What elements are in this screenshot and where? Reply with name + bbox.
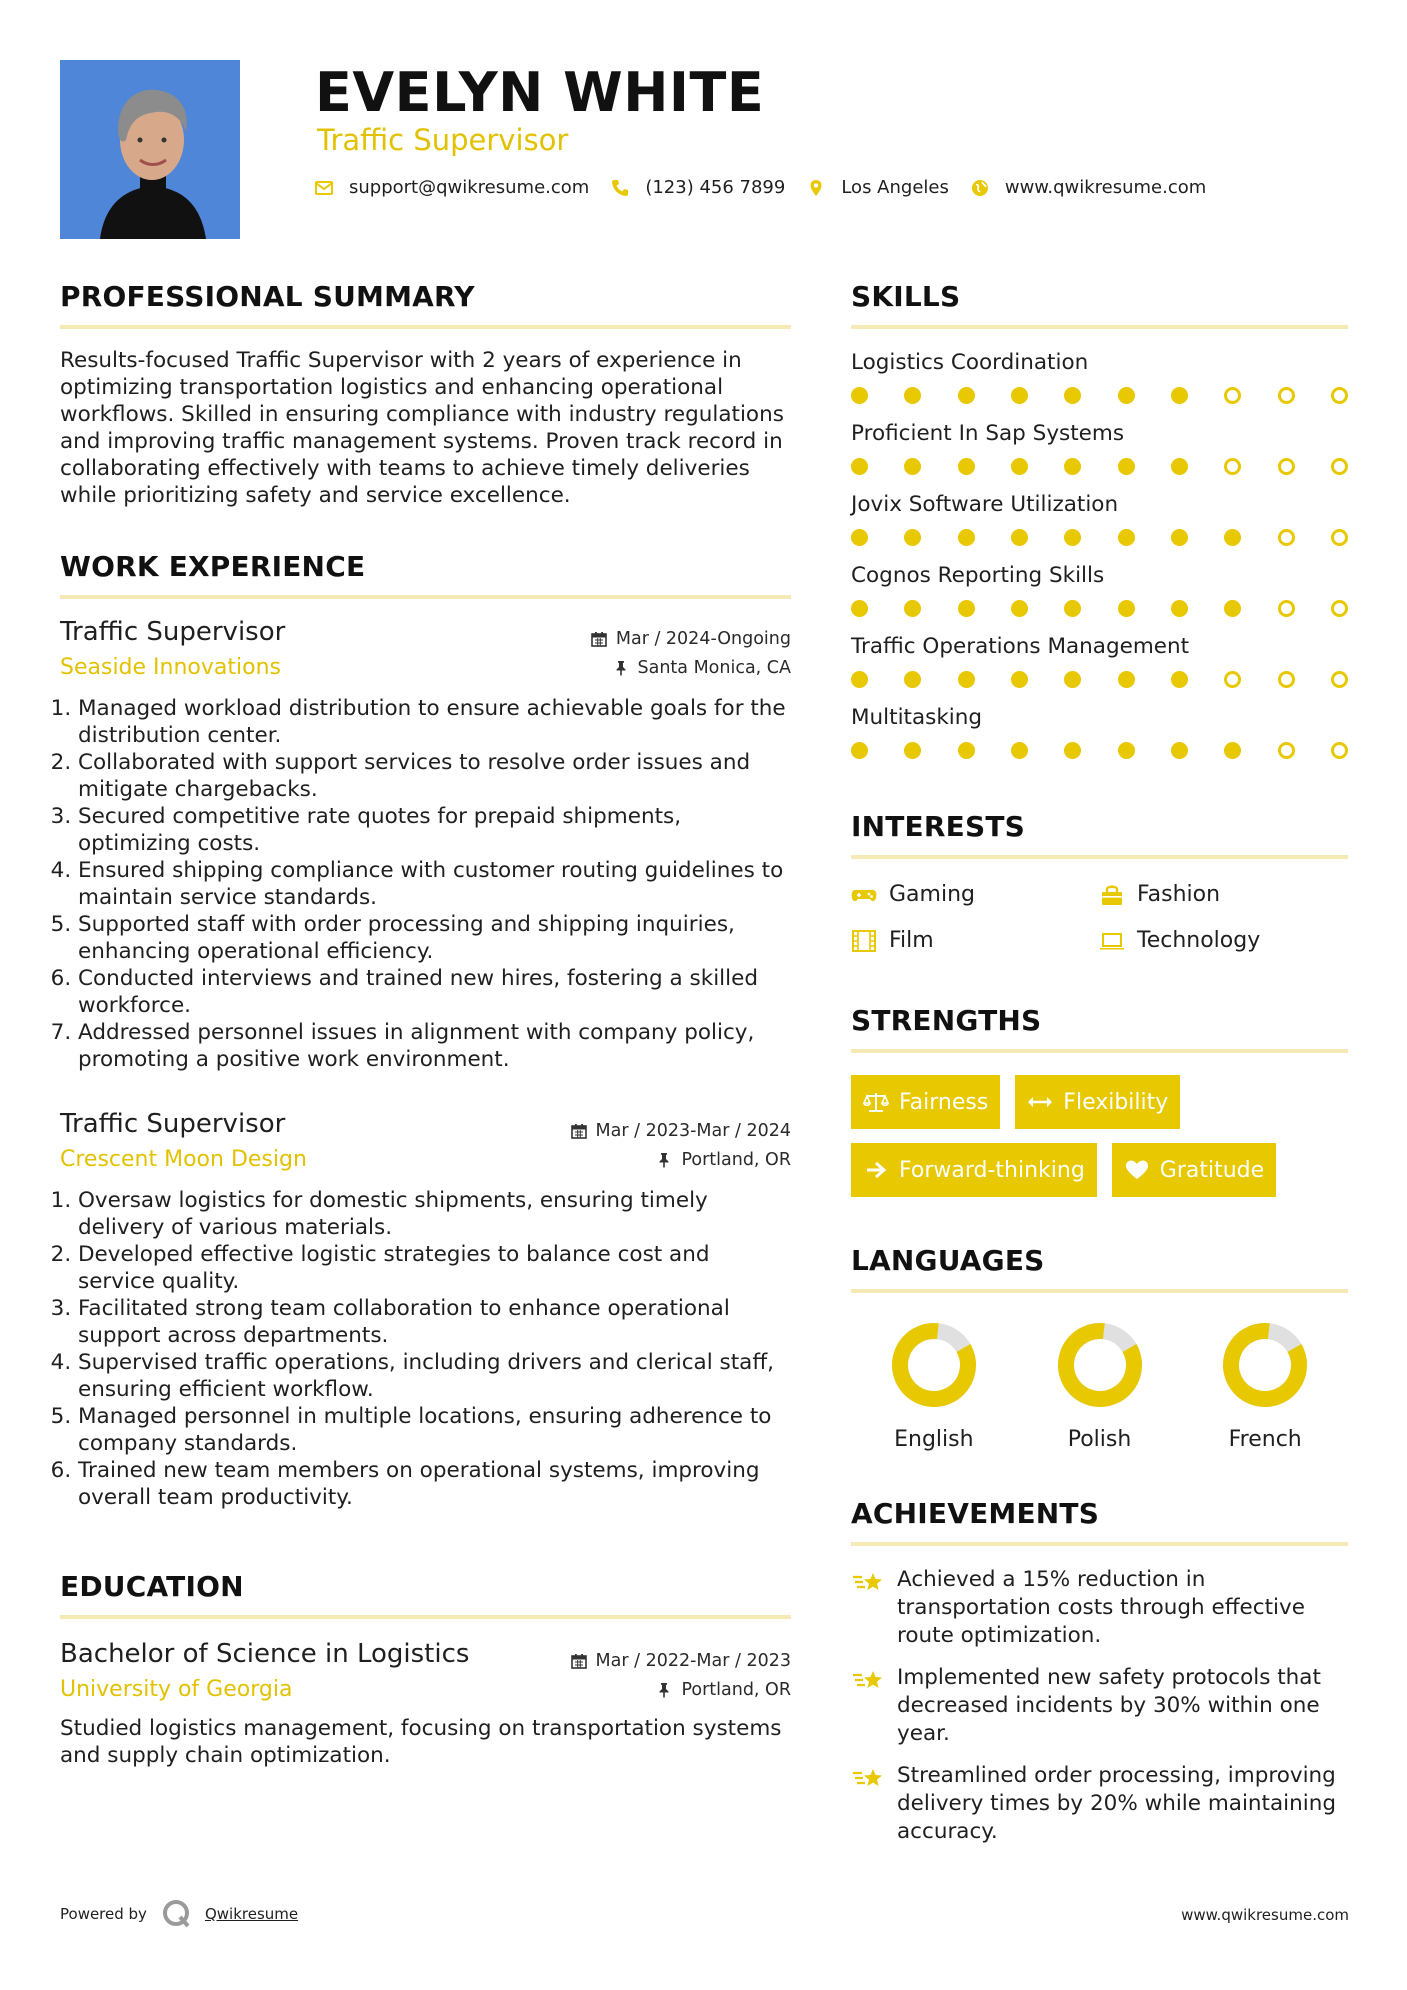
achievement-text: Achieved a 15% reduction in transportation costs through effective route optimization. <box>897 1567 1305 1648</box>
map-pin-icon <box>807 179 825 197</box>
job-location <box>656 1150 791 1170</box>
skills-section <box>851 277 1348 759</box>
strength-chip <box>1112 1143 1276 1197</box>
rating-dot-filled <box>904 742 921 759</box>
rating-dot-empty <box>1224 458 1241 475</box>
rating-dot-filled <box>1171 600 1188 617</box>
education-location-text: Portland, OR <box>681 1680 791 1700</box>
rating-dot-filled <box>1224 742 1241 759</box>
rating-dot-filled <box>1118 742 1135 759</box>
candidate-role: Traffic Supervisor <box>317 123 569 157</box>
interests-section <box>851 807 1348 957</box>
language-item <box>1182 1321 1348 1452</box>
job-bullet: 7. Addressed personnel issues in alignment with company policy, promoting a positive work environment. <box>78 1019 791 1073</box>
rating-dot-filled <box>1171 387 1188 404</box>
language-proficiency-ring <box>890 1321 978 1409</box>
language-item <box>1017 1321 1183 1452</box>
rating-dot-filled <box>1171 742 1188 759</box>
phone-icon <box>611 179 629 197</box>
section-divider <box>851 1049 1348 1053</box>
skill-rating <box>851 458 1348 475</box>
contact-email-text: support@qwikresume.com <box>349 177 590 198</box>
interest-label: Film <box>889 928 934 953</box>
laptop-icon <box>1099 930 1125 952</box>
contact-website-text: www.qwikresume.com <box>1004 177 1207 198</box>
rating-dot-filled <box>1011 600 1028 617</box>
rating-dot-filled <box>1011 529 1028 546</box>
school-name: University of Georgia <box>60 1677 293 1702</box>
rating-dot-empty <box>1224 387 1241 404</box>
interest-label: Fashion <box>1137 882 1221 907</box>
languages-section <box>851 1241 1348 1452</box>
strength-label: Flexibility <box>1063 1089 1169 1115</box>
achievement-item <box>851 1762 1348 1846</box>
rating-dot-filled <box>958 458 975 475</box>
job-bullet: 2. Developed effective logistic strategies to balance cost and service quality. <box>78 1241 791 1295</box>
education-date-text: Mar / 2022-Mar / 2023 <box>595 1651 791 1671</box>
right-column <box>851 277 1348 1860</box>
rating-dot-filled <box>1224 600 1241 617</box>
rating-dot-filled <box>1064 600 1081 617</box>
language-item <box>851 1321 1017 1452</box>
skill-item <box>851 420 1348 475</box>
education-location <box>656 1680 791 1700</box>
strength-label: Gratitude <box>1159 1157 1265 1183</box>
rating-dot-filled <box>958 671 975 688</box>
strength-chip <box>851 1143 1097 1197</box>
rating-dot-filled <box>1011 671 1028 688</box>
rating-dot-filled <box>1011 458 1028 475</box>
job-bullet: 6. Conducted interviews and trained new hires, fostering a skilled workforce. <box>78 965 791 1019</box>
rating-dot-empty <box>1331 458 1348 475</box>
rating-dot-filled <box>958 742 975 759</box>
shooting-star-icon <box>851 1764 885 1794</box>
skill-rating <box>851 742 1348 759</box>
rating-dot-filled <box>1118 529 1135 546</box>
job-bullet: 1. Managed workload distribution to ensure achievable goals for the distribution center. <box>78 695 791 749</box>
language-name: English <box>894 1427 974 1452</box>
pushpin-icon <box>613 660 629 676</box>
section-divider <box>851 855 1348 859</box>
rating-dot-filled <box>851 529 868 546</box>
rating-dot-filled <box>1224 529 1241 546</box>
rating-dot-filled <box>1064 742 1081 759</box>
skill-item <box>851 704 1348 759</box>
job-date <box>571 1121 791 1141</box>
section-divider <box>60 595 791 599</box>
rating-dot-empty <box>1278 742 1295 759</box>
rating-dot-filled <box>1064 458 1081 475</box>
job-location-text: Portland, OR <box>681 1150 791 1170</box>
job-bullet: 3. Facilitated strong team collaboration to enhance operational support across departments. <box>78 1295 791 1349</box>
rating-dot-empty <box>1278 529 1295 546</box>
strengths-title: STRENGTHS <box>851 1004 1042 1037</box>
pushpin-icon <box>656 1682 672 1698</box>
skill-rating <box>851 529 1348 546</box>
skill-name: Multitasking <box>851 705 983 730</box>
contact-phone[interactable] <box>611 177 785 198</box>
arrows-h-icon <box>1027 1091 1053 1113</box>
calendar-icon <box>571 1653 587 1669</box>
rating-dot-filled <box>904 458 921 475</box>
section-divider <box>851 1289 1348 1293</box>
summary-title: PROFESSIONAL SUMMARY <box>60 280 475 313</box>
interest-label: Technology <box>1137 928 1261 953</box>
contact-website[interactable] <box>971 177 1206 198</box>
strengths-section <box>851 1001 1348 1211</box>
job-bullet: 2. Collaborated with support services to resolve order issues and mitigate chargebacks. <box>78 749 791 803</box>
contact-bar <box>315 177 1228 198</box>
achievement-text: Streamlined order processing, improving delivery times by 20% while maintaining accuracy. <box>897 1763 1336 1844</box>
heart-icon <box>1124 1159 1150 1181</box>
interests-title: INTERESTS <box>851 810 1025 843</box>
envelope-icon <box>315 179 333 197</box>
contact-location <box>807 177 949 198</box>
ring-fill <box>1221 1321 1309 1409</box>
rating-dot-empty <box>1331 529 1348 546</box>
job-bullet: 4. Supervised traffic operations, including drivers and clerical staff, ensuring efficient workflow. <box>78 1349 791 1403</box>
rating-dot-filled <box>1171 529 1188 546</box>
section-divider <box>851 1542 1348 1546</box>
footer-powered-by <box>60 1898 298 1930</box>
rating-dot-empty <box>1224 671 1241 688</box>
skill-item <box>851 633 1348 688</box>
skill-name: Traffic Operations Management <box>851 634 1190 659</box>
job-bullets <box>60 695 791 1073</box>
skill-name: Cognos Reporting Skills <box>851 563 1105 588</box>
shooting-star-icon <box>851 1666 885 1696</box>
skill-rating <box>851 387 1348 404</box>
skills-title: SKILLS <box>851 280 961 313</box>
rating-dot-empty <box>1278 458 1295 475</box>
rating-dot-filled <box>1118 600 1135 617</box>
skill-name: Jovix Software Utilization <box>851 492 1119 517</box>
rating-dot-filled <box>1064 387 1081 404</box>
rating-dot-filled <box>1064 529 1081 546</box>
strength-label: Forward-thinking <box>899 1157 1085 1183</box>
rating-dot-filled <box>904 529 921 546</box>
education-date <box>571 1651 791 1671</box>
rating-dot-empty <box>1331 671 1348 688</box>
rating-dot-empty <box>1278 387 1295 404</box>
rating-dot-filled <box>1171 671 1188 688</box>
job-location <box>613 658 792 678</box>
job-bullets <box>60 1187 791 1511</box>
profile-photo <box>60 60 240 239</box>
skill-item <box>851 562 1348 617</box>
rating-dot-filled <box>1118 387 1135 404</box>
job-bullet: 1. Oversaw logistics for domestic shipments, ensuring timely delivery of various materials. <box>78 1187 791 1241</box>
contact-location-text: Los Angeles <box>841 177 949 198</box>
gamepad-icon <box>851 884 877 906</box>
footer-website[interactable]: www.qwikresume.com <box>1181 1906 1349 1924</box>
job-date-text: Mar / 2023-Mar / 2024 <box>595 1121 791 1141</box>
rating-dot-empty <box>1331 387 1348 404</box>
bag-icon <box>1099 884 1125 906</box>
skill-name: Logistics Coordination <box>851 350 1089 375</box>
language-proficiency-ring <box>1221 1321 1309 1409</box>
rating-dot-filled <box>1011 387 1028 404</box>
rating-dot-filled <box>904 600 921 617</box>
interest-label: Gaming <box>889 882 975 907</box>
job-date <box>591 629 791 649</box>
summary-text: Results-focused Traffic Supervisor with 2 years of experience in optimizing transportation logistics and enhancing operational workflows. Skilled in ensuring compliance with industry regulations and improving traffic management systems. Proven track record in collaborating effectively with teams to achieve timely deliveries while prioritizing safety and service excellence. <box>60 348 784 508</box>
interest-item <box>851 879 1099 911</box>
experience-section <box>60 547 791 1511</box>
contact-phone-text: (123) 456 7899 <box>645 177 786 198</box>
rating-dot-filled <box>958 387 975 404</box>
qwikresume-logo-icon <box>161 1898 193 1930</box>
achievement-item <box>851 1664 1348 1748</box>
job-entry <box>60 1107 791 1511</box>
skill-name: Proficient In Sap Systems <box>851 421 1125 446</box>
rating-dot-empty <box>1278 600 1295 617</box>
job-bullet: 4. Ensured shipping compliance with customer routing guidelines to maintain service standards. <box>78 857 791 911</box>
education-section <box>60 1567 791 1769</box>
achievement-item <box>851 1566 1348 1650</box>
job-bullet: 3. Secured competitive rate quotes for prepaid shipments, optimizing costs. <box>78 803 791 857</box>
job-entry <box>60 615 791 1073</box>
skill-rating <box>851 600 1348 617</box>
pushpin-icon <box>656 1152 672 1168</box>
education-description: Studied logistics management, focusing on transportation systems and supply chain optimization. <box>60 1716 782 1768</box>
section-divider <box>60 1615 791 1619</box>
language-name: French <box>1228 1427 1302 1452</box>
language-proficiency-ring <box>1056 1321 1144 1409</box>
candidate-name: EVELYN WHITE <box>315 61 765 124</box>
left-column <box>60 277 791 1769</box>
experience-title: WORK EXPERIENCE <box>60 550 366 583</box>
strength-chip <box>1015 1075 1180 1129</box>
rating-dot-empty <box>1331 600 1348 617</box>
job-bullet: 6. Trained new team members on operational systems, improving overall team productivity. <box>78 1457 791 1511</box>
job-title: Traffic Supervisor <box>60 617 286 647</box>
company-name: Seaside Innovations <box>60 655 281 680</box>
skill-item <box>851 491 1348 546</box>
rating-dot-filled <box>851 387 868 404</box>
rating-dot-filled <box>851 671 868 688</box>
contact-email[interactable] <box>315 177 589 198</box>
summary-section <box>60 277 791 509</box>
interest-item <box>1099 925 1348 957</box>
job-bullet: 5. Supported staff with order processing and shipping inquiries, enhancing operational efficiency. <box>78 911 791 965</box>
rating-dot-filled <box>1171 458 1188 475</box>
globe-icon <box>971 179 989 197</box>
interest-item <box>1099 879 1348 911</box>
rating-dot-empty <box>1278 671 1295 688</box>
degree-title: Bachelor of Science in Logistics <box>60 1639 470 1669</box>
strength-chip <box>851 1075 1000 1129</box>
language-name: Polish <box>1067 1427 1132 1452</box>
skill-rating <box>851 671 1348 688</box>
section-divider <box>60 325 791 329</box>
achievements-title: ACHIEVEMENTS <box>851 1497 1100 1530</box>
film-icon <box>851 930 877 952</box>
strength-label: Fairness <box>899 1089 989 1115</box>
rating-dot-filled <box>1011 742 1028 759</box>
arrow-right-icon <box>863 1159 889 1181</box>
rating-dot-filled <box>851 600 868 617</box>
rating-dot-filled <box>851 458 868 475</box>
calendar-icon <box>571 1123 587 1139</box>
rating-dot-filled <box>1064 671 1081 688</box>
job-bullet: 5. Managed personnel in multiple locations, ensuring adherence to company standards. <box>78 1403 791 1457</box>
rating-dot-filled <box>904 671 921 688</box>
ring-fill <box>1056 1321 1144 1409</box>
company-name: Crescent Moon Design <box>60 1147 307 1172</box>
scale-icon <box>863 1091 889 1113</box>
powered-by-text: Powered by <box>60 1905 147 1923</box>
education-title: EDUCATION <box>60 1570 244 1603</box>
footer-brand-link[interactable]: Qwikresume <box>204 1905 299 1923</box>
languages-title: LANGUAGES <box>851 1244 1045 1277</box>
rating-dot-filled <box>904 387 921 404</box>
education-entry <box>60 1637 791 1769</box>
section-divider <box>851 325 1348 329</box>
interest-item <box>851 925 1099 957</box>
shooting-star-icon <box>851 1568 885 1598</box>
achievement-text: Implemented new safety protocols that decreased incidents by 30% within one year. <box>897 1665 1321 1746</box>
achievements-section <box>851 1494 1348 1846</box>
rating-dot-filled <box>1118 458 1135 475</box>
job-location-text: Santa Monica, CA <box>637 658 791 678</box>
job-title: Traffic Supervisor <box>60 1109 286 1139</box>
rating-dot-filled <box>958 529 975 546</box>
calendar-icon <box>591 631 607 647</box>
rating-dot-filled <box>1118 671 1135 688</box>
job-date-text: Mar / 2024-Ongoing <box>615 629 791 649</box>
ring-fill <box>890 1321 978 1409</box>
rating-dot-empty <box>1331 742 1348 759</box>
skill-item <box>851 349 1348 404</box>
rating-dot-filled <box>958 600 975 617</box>
rating-dot-filled <box>851 742 868 759</box>
